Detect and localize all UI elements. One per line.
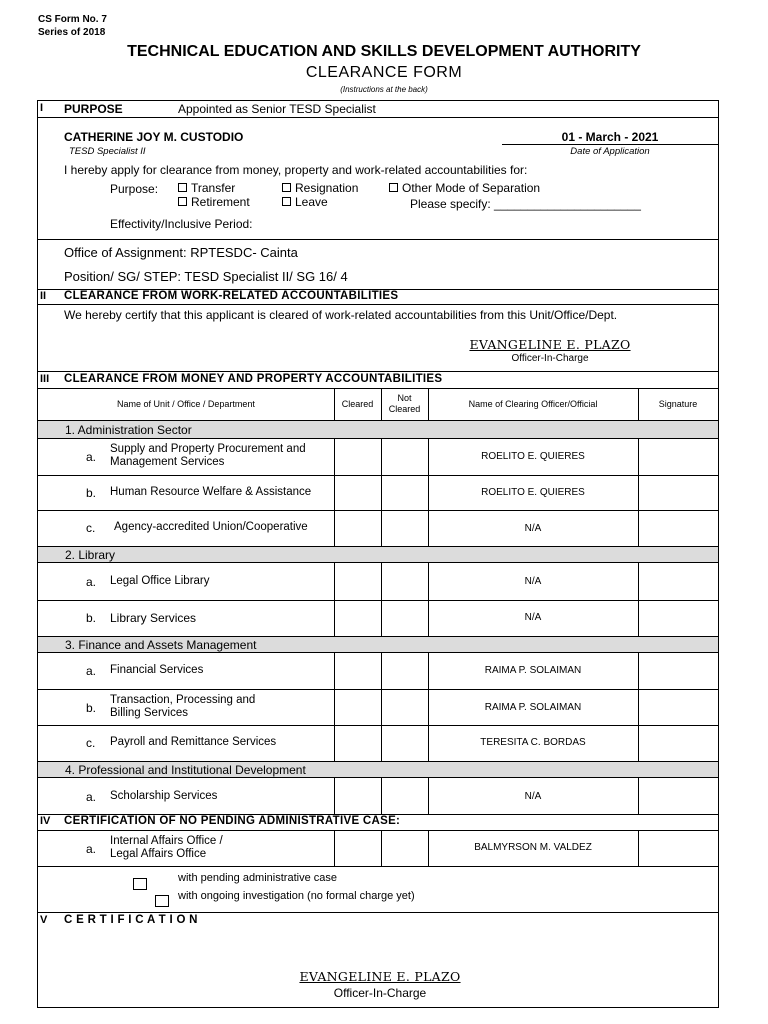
divider	[37, 830, 719, 831]
divider	[37, 438, 719, 439]
checkbox-icon	[178, 197, 187, 206]
section4-number: IV	[40, 815, 51, 827]
form-code: CS Form No. 7	[38, 14, 107, 25]
group-heading-bg	[38, 546, 718, 562]
position-sg-step: Position/ SG/ STEP: TESD Specialist II/ SG 16/ 4	[64, 269, 348, 284]
divider	[37, 600, 719, 601]
office-of-assignment: Office of Assignment: RPTESDC- Cainta	[64, 245, 298, 260]
option-transfer[interactable]: Transfer	[178, 181, 235, 195]
item-unit-name: Supply and Property Procurement and Management Services	[110, 443, 306, 468]
item-letter: b.	[86, 486, 97, 500]
please-specify[interactable]: Please specify: ______________________	[410, 197, 641, 211]
divider	[37, 304, 719, 305]
item-unit-name: Agency-accredited Union/Cooperative	[114, 521, 308, 533]
item-unit-name: Human Resource Welfare & Assistance	[110, 486, 312, 498]
divider	[37, 777, 719, 778]
section5-number: V	[40, 914, 48, 926]
section2-signatory-title: Officer-In-Charge	[511, 353, 589, 364]
item-letter: b.	[86, 611, 97, 625]
col-line	[381, 777, 382, 814]
col-line	[381, 438, 382, 546]
purpose-text: Appointed as Senior TESD Specialist	[178, 102, 376, 116]
col-line	[334, 388, 335, 421]
divider	[37, 117, 719, 118]
col-line	[638, 830, 639, 866]
item-unit-name: Payroll and Remittance Services	[110, 736, 277, 748]
item-officer: RAIMA P. SOLAIMAN	[484, 665, 582, 676]
option-resignation[interactable]: Resignation	[282, 181, 358, 195]
section2-title: CLEARANCE FROM WORK-RELATED ACCOUNTABILITIES	[64, 290, 399, 302]
section5-signatory: EVANGELINE E. PLAZO	[299, 969, 461, 984]
group-heading-professional-development: 4. Professional and Institutional Development	[65, 763, 306, 777]
col-line	[638, 562, 639, 636]
col-line	[381, 562, 382, 636]
item-unit-name: Transaction, Processing and Billing Services	[110, 694, 256, 719]
group-heading-administration: 1. Administration Sector	[65, 423, 192, 437]
section1-number: I	[40, 102, 44, 114]
section4-title: CERTIFICATION OF NO PENDING ADMINISTRATIVE CASE:	[64, 815, 401, 827]
group-heading-finance: 3. Finance and Assets Management	[65, 638, 257, 652]
section5-signatory-title: Officer-In-Charge	[333, 986, 427, 1000]
item-officer: BALMYRSON M. VALDEZ	[474, 842, 592, 853]
option-retirement[interactable]: Retirement	[178, 195, 250, 209]
form-title: CLEARANCE FORM	[305, 64, 463, 81]
col-line	[638, 388, 639, 421]
col-line	[428, 388, 429, 421]
divider	[37, 866, 719, 867]
item-letter: a.	[86, 664, 97, 678]
divider	[37, 636, 719, 637]
applicant-name: CATHERINE JOY M. CUSTODIO	[64, 130, 244, 144]
col-line	[334, 438, 335, 546]
section2-number: II	[40, 290, 47, 302]
checkbox-pending-case[interactable]	[133, 878, 147, 890]
col-line	[334, 652, 335, 761]
section2-certify-text: We hereby certify that this applicant is cleared of work-related accountabilities from this Unit/Office/Dept.	[64, 308, 618, 322]
checkbox-icon	[282, 183, 291, 192]
section1-label: PURPOSE	[64, 102, 123, 116]
section3-number: III	[40, 373, 50, 385]
divider	[37, 475, 719, 476]
check-ongoing-investigation-label: with ongoing investigation (no formal charge yet)	[178, 890, 415, 902]
item-officer: N/A	[524, 576, 542, 587]
col-line	[334, 830, 335, 866]
form-series: Series of 2018	[38, 27, 106, 38]
item-officer: N/A	[524, 612, 542, 623]
divider	[37, 510, 719, 511]
item-unit-name: Legal Office Library	[110, 575, 210, 587]
col-signature-header: Signature	[658, 399, 698, 409]
application-date: 01 - March - 2021	[561, 130, 659, 144]
item-letter: c.	[86, 521, 96, 535]
col-line	[638, 652, 639, 761]
checkbox-icon	[282, 197, 291, 206]
section3-title: CLEARANCE FROM MONEY AND PROPERTY ACCOUNTABILITIES	[64, 373, 443, 385]
col-officer-header: Name of Clearing Officer/Official	[468, 399, 598, 409]
item-unit-name: Library Services	[110, 611, 197, 625]
divider	[37, 562, 719, 563]
divider	[37, 546, 719, 547]
effectivity-label: Effectivity/Inclusive Period:	[110, 217, 253, 231]
divider	[37, 761, 719, 762]
checkbox-icon	[178, 183, 187, 192]
divider	[37, 239, 719, 240]
option-leave[interactable]: Leave	[282, 195, 328, 209]
item-officer: TERESITA C. BORDAS	[480, 737, 586, 748]
check-pending-case-label: with pending administrative case	[178, 872, 337, 884]
applicant-position-caption: TESD Specialist II	[69, 146, 146, 157]
col-line	[381, 652, 382, 761]
checkbox-ongoing-investigation[interactable]	[155, 895, 169, 907]
date-underline	[502, 144, 718, 145]
col-line	[638, 438, 639, 546]
col-line	[381, 388, 382, 421]
date-caption: Date of Application	[570, 146, 650, 157]
group-heading-library: 2. Library	[65, 548, 116, 562]
purpose-label: Purpose:	[110, 182, 159, 196]
divider	[37, 912, 719, 913]
item-unit-name: Internal Affairs Office / Legal Affairs Office	[110, 835, 223, 860]
col-line	[428, 562, 429, 636]
item-letter: c.	[86, 736, 96, 750]
col-cleared-header: Cleared	[341, 399, 374, 409]
agency-title: TECHNICAL EDUCATION AND SKILLS DEVELOPMENT AUTHORITY	[127, 43, 641, 60]
col-line	[381, 830, 382, 866]
col-line	[334, 562, 335, 636]
divider	[37, 725, 719, 726]
divider	[37, 652, 719, 653]
option-other-separation[interactable]: Other Mode of Separation	[389, 181, 540, 195]
item-unit-name: Financial Services	[110, 664, 204, 676]
item-officer: ROELITO E. QUIERES	[481, 487, 585, 498]
instructions-note: (Instructions at the back)	[340, 85, 428, 94]
item-letter: a.	[86, 450, 97, 464]
col-unit-header: Name of Unit / Office / Department	[117, 399, 255, 409]
divider	[37, 689, 719, 690]
section5-title: C E R T I F I C A T I O N	[64, 914, 198, 926]
section2-signatory: EVANGELINE E. PLAZO	[469, 337, 631, 352]
request-text: I hereby apply for clearance from money, property and work-related accountabilities for:	[64, 163, 528, 177]
divider	[37, 388, 719, 389]
item-letter: b.	[86, 701, 97, 715]
col-not-cleared-header: Not Cleared	[388, 393, 421, 414]
item-officer: N/A	[524, 523, 542, 534]
item-letter: a.	[86, 575, 97, 589]
item-officer: N/A	[524, 791, 542, 802]
item-letter: a.	[86, 790, 97, 804]
item-unit-name: Scholarship Services	[110, 790, 218, 802]
item-officer: ROELITO E. QUIERES	[481, 451, 585, 462]
col-line	[334, 777, 335, 814]
col-line	[638, 777, 639, 814]
item-officer: RAIMA P. SOLAIMAN	[484, 702, 582, 713]
item-letter: a.	[86, 842, 97, 856]
checkbox-icon	[389, 183, 398, 192]
divider	[37, 371, 719, 372]
